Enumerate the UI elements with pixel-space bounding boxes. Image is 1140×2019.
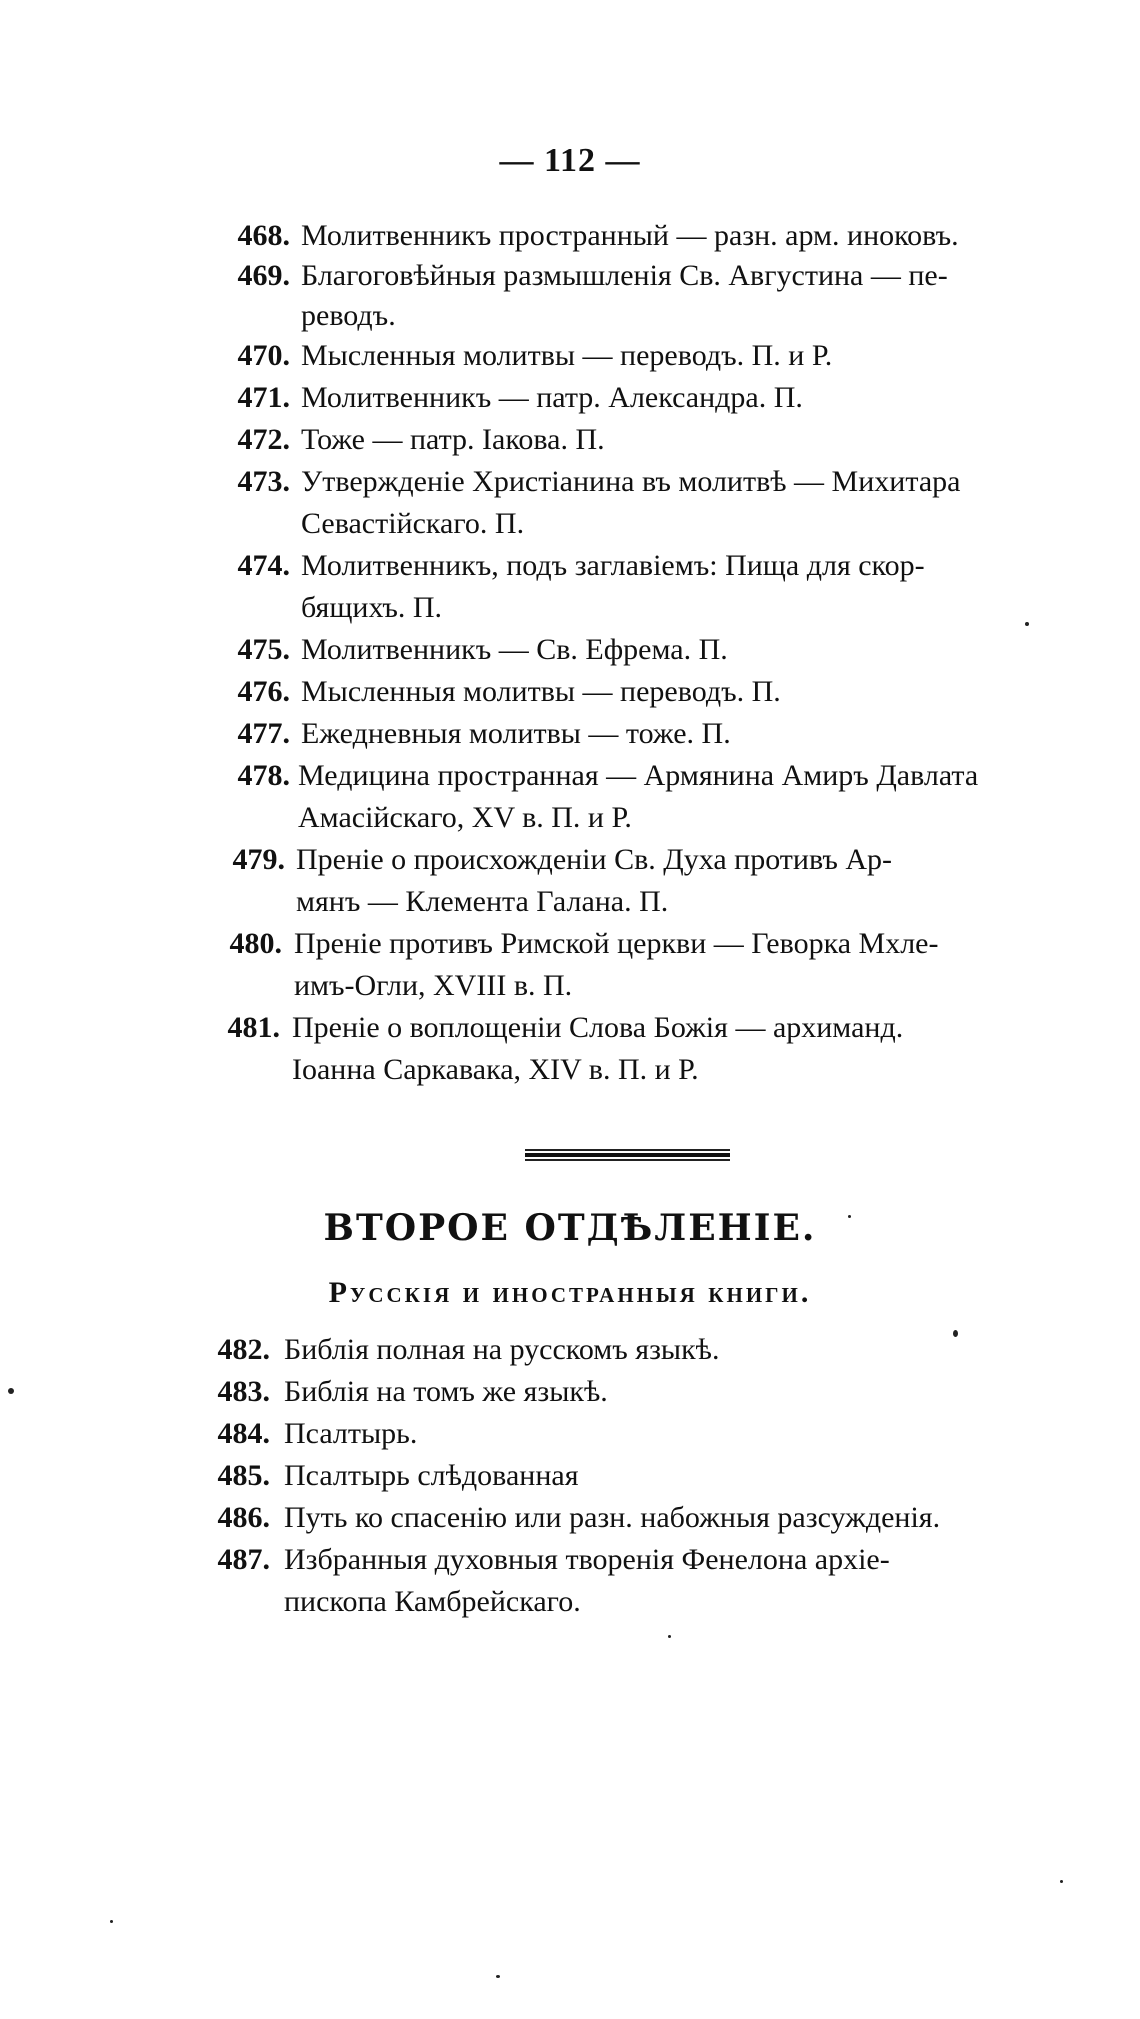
entry-text: Молитвенникъ — Св. Ефрема. П. bbox=[301, 633, 728, 666]
entry-text: Іоанна Саркавака, XIV в. П. и Р. bbox=[292, 1053, 699, 1086]
section-divider bbox=[525, 1149, 730, 1161]
entry-number: 480. bbox=[229, 927, 282, 960]
entry-text: Тоже — патр. Іакова. П. bbox=[301, 423, 605, 456]
entry-text: Преніе о воплощеніи Слова Божія — архиманд. bbox=[292, 1011, 904, 1044]
scan-speck bbox=[953, 1330, 958, 1337]
entry-text: Амасійскаго, XV в. П. и Р. bbox=[298, 801, 632, 834]
entry-number: 481. bbox=[227, 1011, 280, 1044]
entry-text: Избранныя духовныя творенія Фенелона архіе- bbox=[284, 1543, 890, 1576]
entry-number: 479. bbox=[232, 843, 285, 876]
entry-text: имъ-Огли, XVIII в. П. bbox=[294, 969, 573, 1002]
entry-text: Преніе о происхожденіи Св. Духа противъ Ар- bbox=[296, 843, 893, 876]
entry-number: 477. bbox=[237, 717, 290, 750]
section-title: ВТОРОЕ ОТДѢЛЕНІЕ. bbox=[323, 1207, 817, 1249]
entry-text: Библія полная на русскомъ языкѣ. bbox=[284, 1333, 720, 1366]
entry-number: 486. bbox=[217, 1501, 270, 1534]
entry-text: Утвержденіе Христіанина въ молитвѣ — Михитара bbox=[301, 465, 961, 498]
entry-number: 478. bbox=[237, 759, 290, 792]
section-subtitle: Русскія и иностранныя книги. bbox=[328, 1276, 812, 1309]
entry-number: 473. bbox=[237, 465, 290, 498]
scan-speck bbox=[668, 1635, 671, 1638]
entry-number: 487. bbox=[217, 1543, 270, 1576]
entry-text: Севастійскаго. П. bbox=[301, 507, 525, 540]
entry-text: Мысленныя молитвы — переводъ. П. и Р. bbox=[301, 339, 833, 372]
entry-text: Молитвенникъ — патр. Александра. П. bbox=[301, 381, 803, 414]
entry-text: Преніе противъ Римской церкви — Геворка Мхле- bbox=[294, 927, 939, 960]
entry-text: бящихъ. П. bbox=[301, 591, 443, 624]
entry-number: 469. bbox=[237, 259, 290, 292]
entry-text: Псалтырь слѣдованная bbox=[284, 1459, 579, 1492]
entry-number: 483. bbox=[217, 1375, 270, 1408]
scan-speck bbox=[8, 1388, 14, 1394]
entry-text: Благоговѣйныя размышленія Св. Августина — пе- bbox=[301, 259, 948, 292]
entry-text: пископа Камбрейскаго. bbox=[284, 1585, 581, 1618]
entry-number: 470. bbox=[237, 339, 290, 372]
entry-text: Библія на томъ же языкѣ. bbox=[284, 1375, 608, 1408]
entry-number: 482. bbox=[217, 1333, 270, 1366]
entry-text: Медицина пространная — Армянина Амиръ Давлата bbox=[298, 759, 979, 792]
entry-text: Мысленныя молитвы — переводъ. П. bbox=[301, 675, 781, 708]
entry-text: Путь ко спасенію или разн. набожныя разсужденія. bbox=[284, 1501, 941, 1534]
entry-text: Псалтырь. bbox=[284, 1417, 418, 1450]
entry-text: мянъ — Клемента Галана. П. bbox=[296, 885, 669, 918]
entry-number: 475. bbox=[237, 633, 290, 666]
entry-text: Молитвенникъ пространный — разн. арм. иноковъ. bbox=[301, 219, 959, 252]
entry-number: 485. bbox=[217, 1459, 270, 1492]
scan-speck bbox=[1025, 622, 1029, 626]
scan-speck bbox=[496, 1975, 500, 1978]
entry-number: 471. bbox=[237, 381, 290, 414]
entry-text: реводъ. bbox=[301, 299, 396, 332]
entry-number: 472. bbox=[237, 423, 290, 456]
scan-speck bbox=[1060, 1880, 1063, 1883]
scan-speck bbox=[848, 1215, 851, 1218]
entry-text: Молитвенникъ, подъ заглавіемъ: Пища для скор- bbox=[301, 549, 925, 582]
page-number: — 112 — bbox=[499, 142, 641, 179]
entry-number: 476. bbox=[237, 675, 290, 708]
entry-number: 474. bbox=[237, 549, 290, 582]
entry-number: 484. bbox=[217, 1417, 270, 1450]
entry-number: 468. bbox=[237, 219, 290, 252]
scan-speck bbox=[110, 1920, 113, 1923]
entry-text: Ежедневныя молитвы — тоже. П. bbox=[301, 717, 731, 750]
